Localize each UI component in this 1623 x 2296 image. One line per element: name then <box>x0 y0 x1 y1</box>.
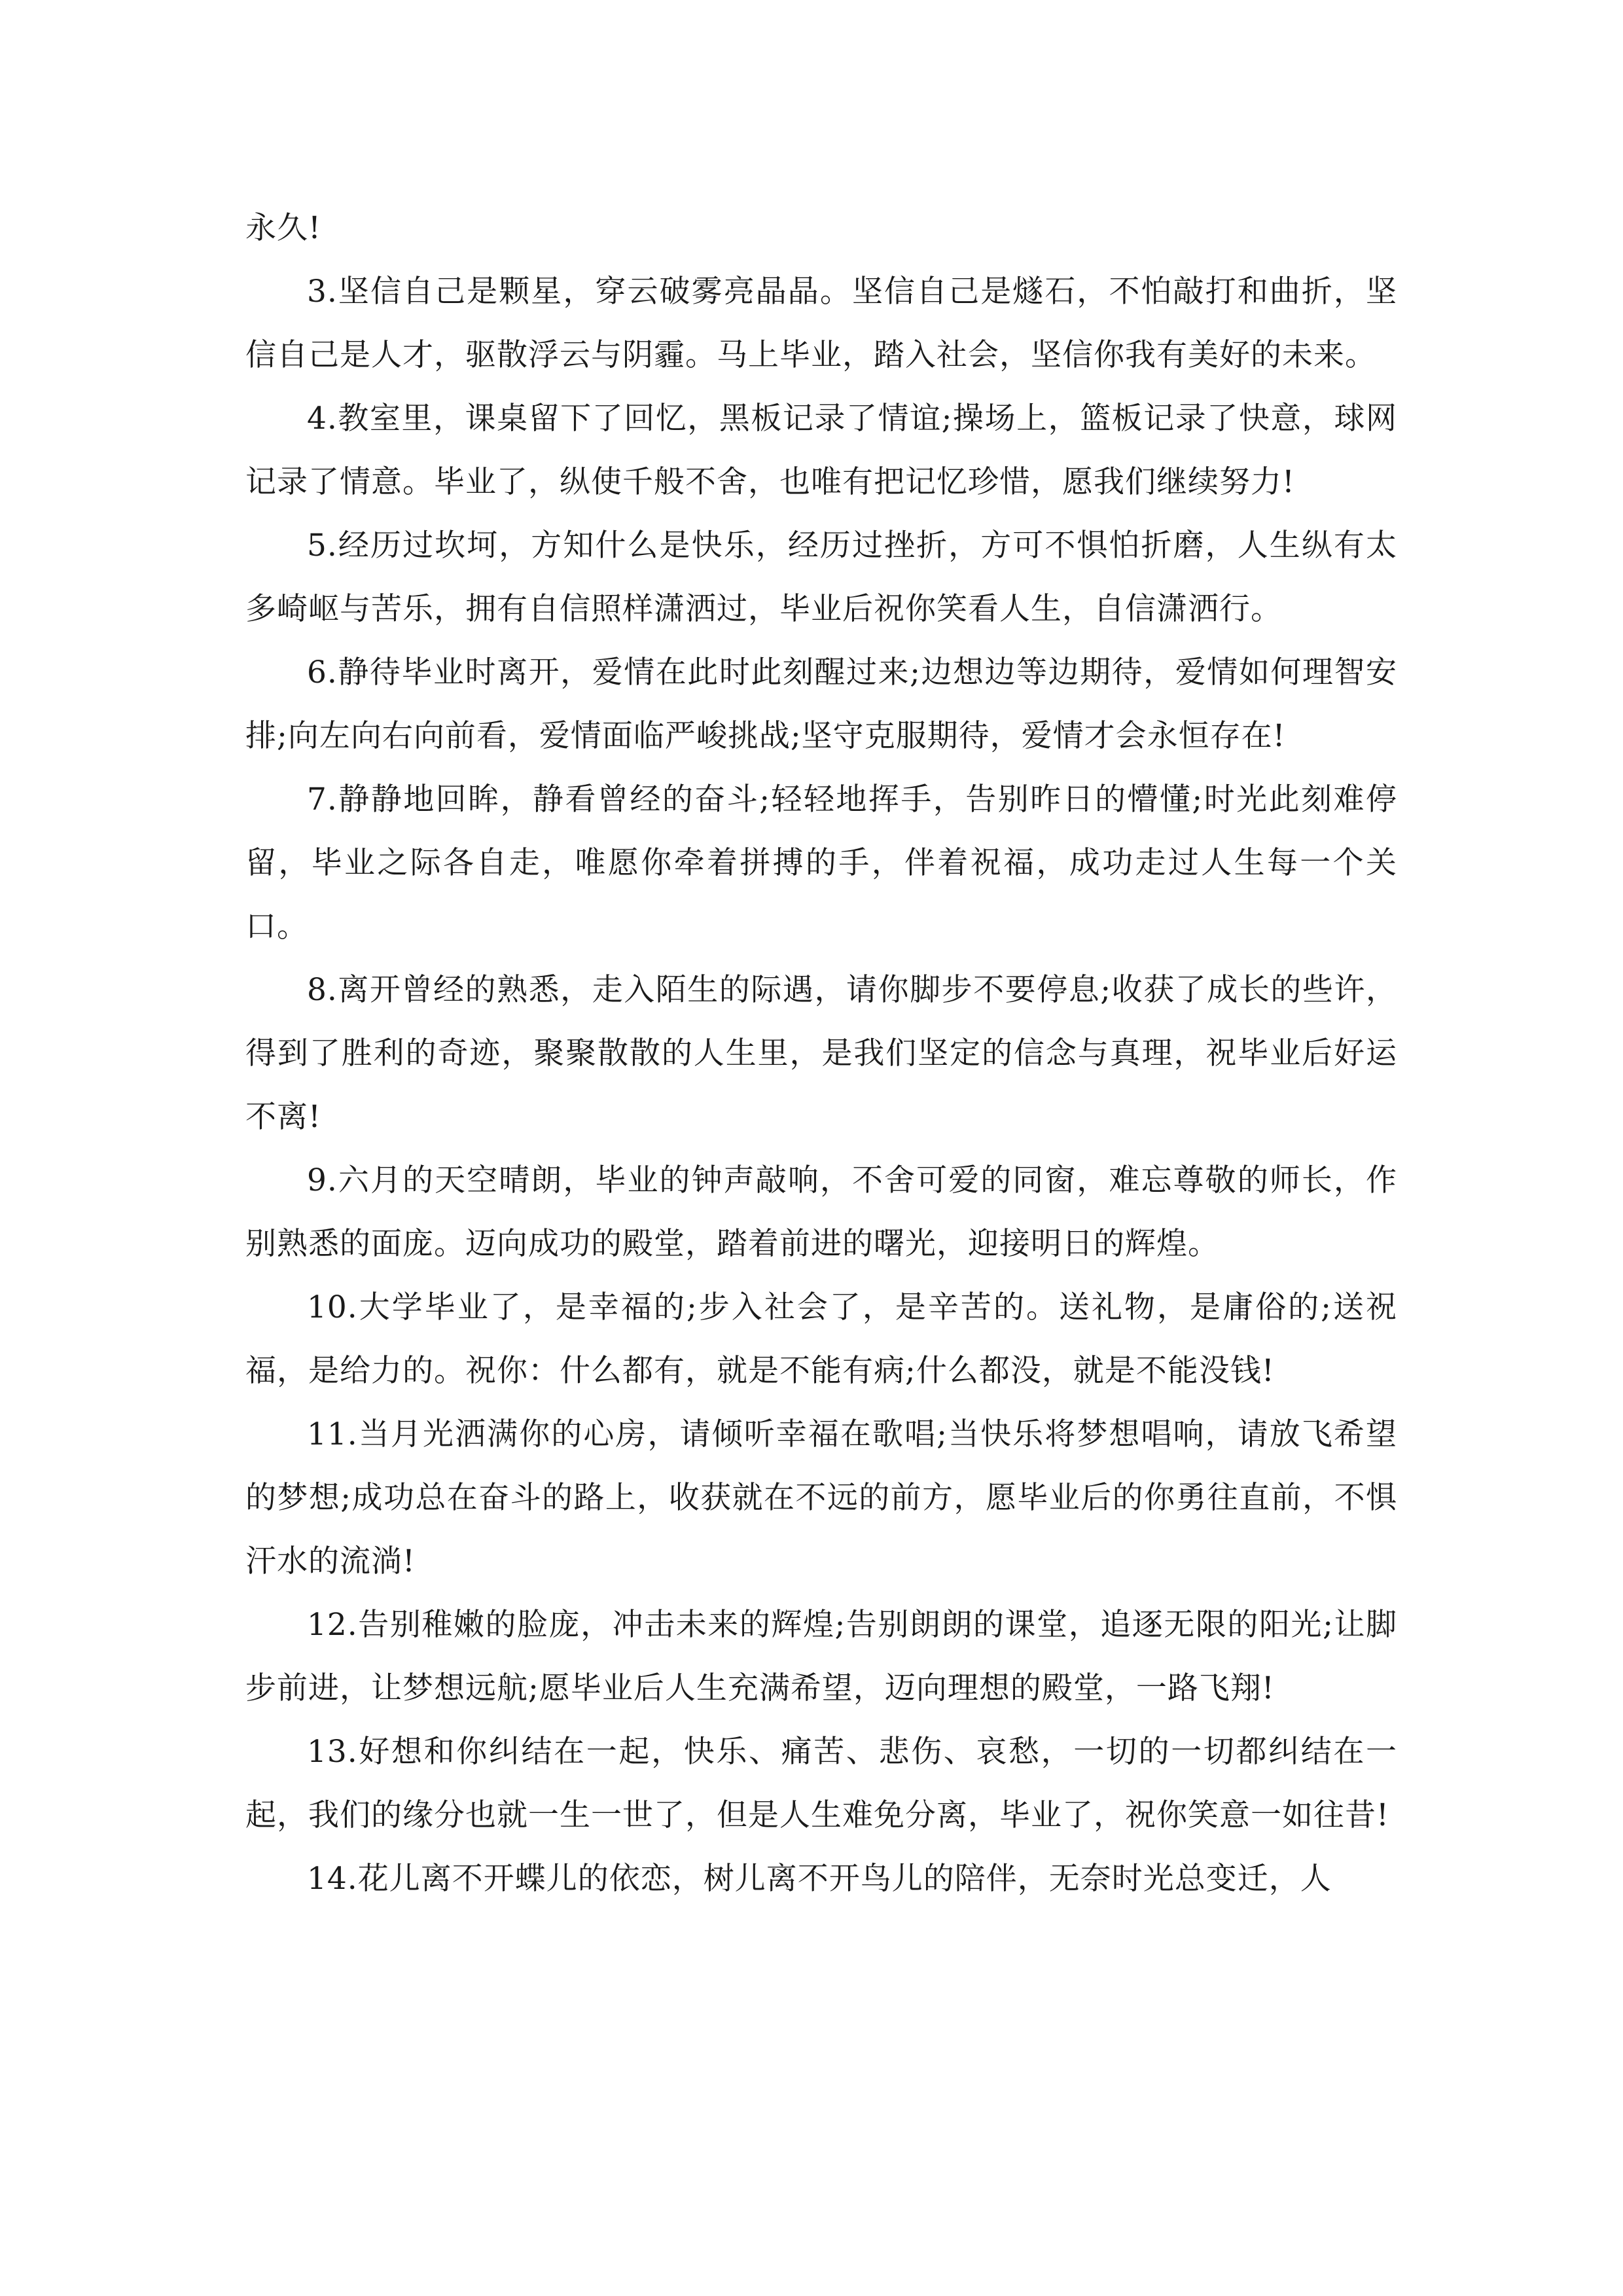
paragraph: 6.静待毕业时离开，爱情在此时此刻醒过来;边想边等边期待，爱情如何理智安排;向左向右向前看，爱情面临严峻挑战;坚守克服期待，爱情才会永恒存在! <box>245 655 1397 754</box>
paragraph: 8.离开曾经的熟悉，走入陌生的际遇，请你脚步不要停息;收获了成长的些许，得到了胜利的奇迹，聚聚散散的人生里，是我们坚定的信念与真理，祝毕业后好运不离! <box>245 972 1397 1135</box>
paragraph: 9.六月的天空晴朗，毕业的钟声敲响，不舍可爱的同窗，难忘尊敬的师长，作别熟悉的面庞。迈向成功的殿堂，踏着前进的曙光，迎接明日的辉煌。 <box>245 1162 1397 1262</box>
paragraph: 10.大学毕业了，是幸福的;步入社会了，是辛苦的。送礼物，是庸俗的;送祝福，是给力的。祝你：什么都有，就是不能有病;什么都没，就是不能没钱! <box>245 1289 1397 1389</box>
paragraph: 4.教室里，课桌留下了回忆，黑板记录了情谊;操场上，篮板记录了快意，球网记录了情意。毕业了，纵使千般不舍，也唯有把记忆珍惜，愿我们继续努力! <box>245 401 1397 500</box>
paragraph: 11.当月光洒满你的心房，请倾听幸福在歌唱;当快乐将梦想唱响，请放飞希望的梦想;成功总在奋斗的路上，收获就在不远的前方，愿毕业后的你勇往直前，不惧汗水的流淌! <box>245 1416 1397 1579</box>
paragraph: 14.花儿离不开蝶儿的依恋，树儿离不开鸟儿的陪伴，无奈时光总变迁，人 <box>307 1861 1332 1897</box>
paragraph: 7.静静地回眸，静看曾经的奋斗;轻轻地挥手，告别昨日的懵懂;时光此刻难停留，毕业之际各自走，唯愿你牵着拼搏的手，伴着祝福，成功走过人生每一个关口。 <box>245 781 1397 944</box>
paragraph: 13.好想和你纠结在一起，快乐、痛苦、悲伤、哀愁，一切的一切都纠结在一起，我们的缘分也就一生一世了，但是人生难免分离，毕业了，祝你笑意一如往昔! <box>245 1734 1397 1833</box>
paragraph: 12.告别稚嫩的脸庞，冲击未来的辉煌;告别朗朗的课堂，追逐无限的阳光;让脚步前进，让梦想远航;愿毕业后人生充满希望，迈向理想的殿堂，一路飞翔! <box>245 1607 1397 1706</box>
paragraph: 永久! <box>245 210 321 246</box>
paragraph: 3.坚信自己是颗星，穿云破雾亮晶晶。坚信自己是燧石，不怕敲打和曲折，坚信自己是人才，驱散浮云与阴霾。马上毕业，踏入社会，坚信你我有美好的未来。 <box>245 274 1397 373</box>
document-body <box>245 196 1397 1910</box>
paragraph: 5.经历过坎坷，方知什么是快乐，经历过挫折，方可不惧怕折磨，人生纵有太多崎岖与苦乐，拥有自信照样潇洒过，毕业后祝你笑看人生，自信潇洒行。 <box>245 528 1397 627</box>
